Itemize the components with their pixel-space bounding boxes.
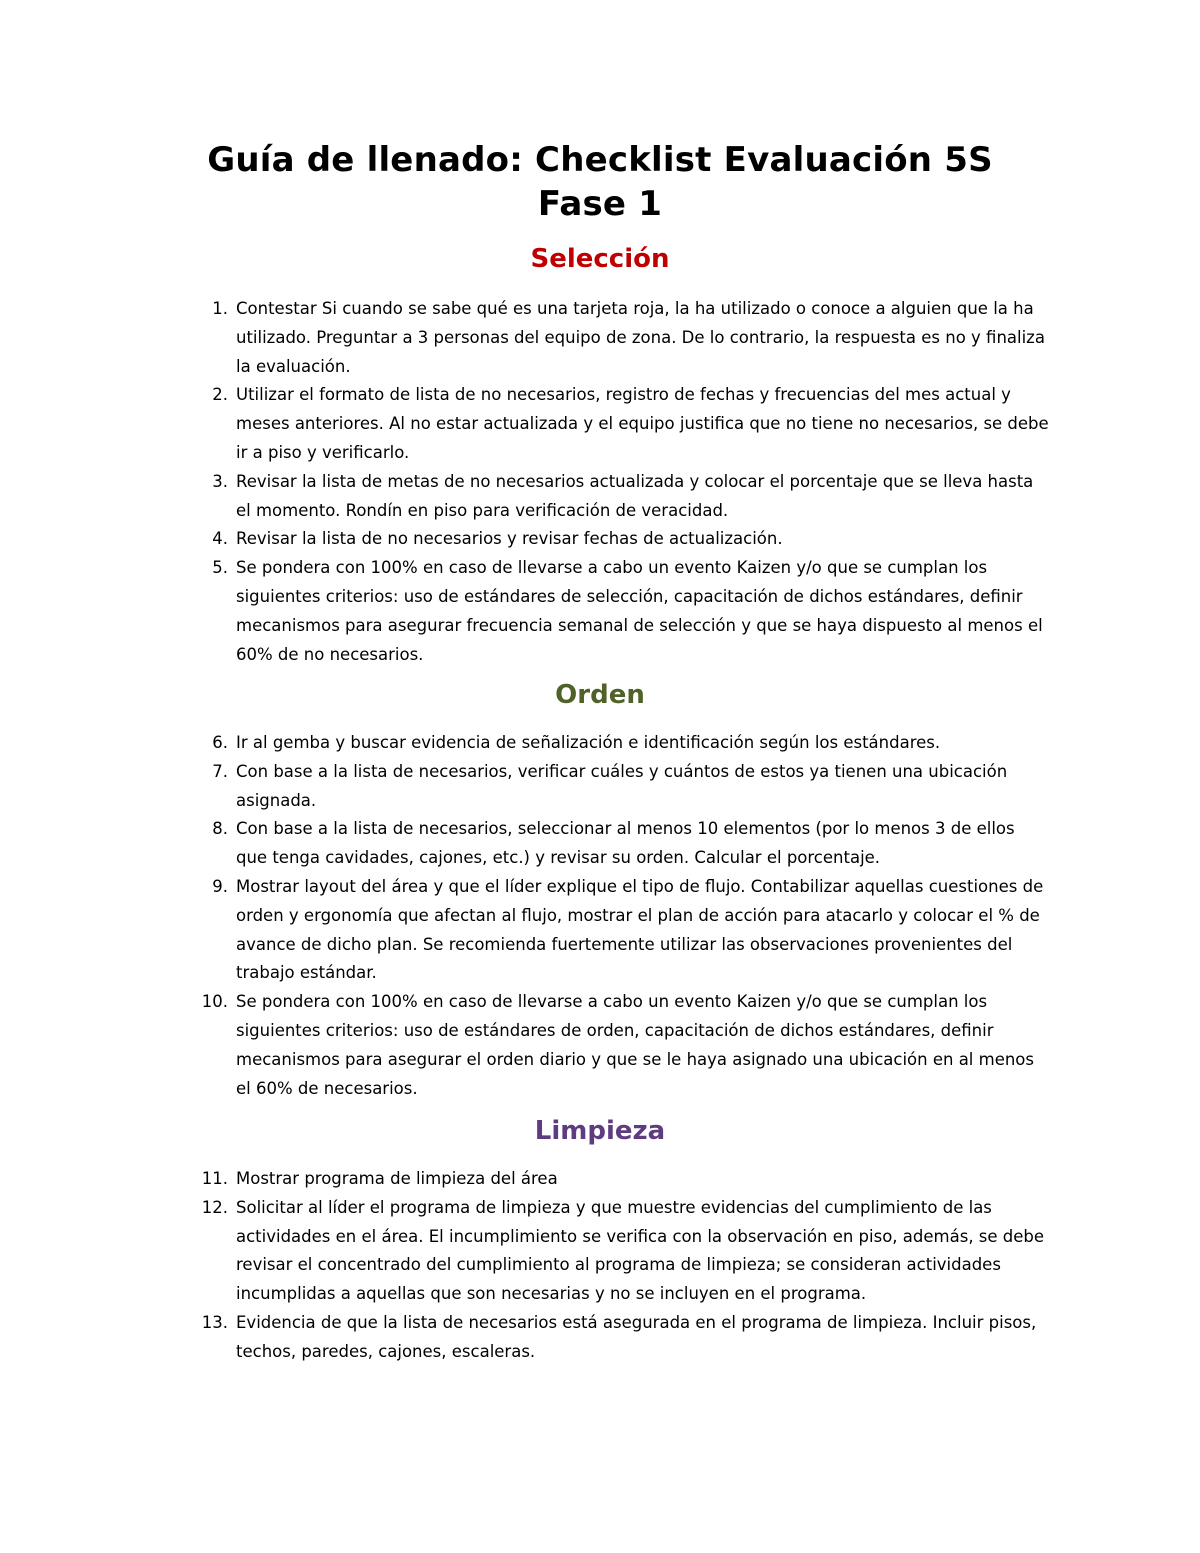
list-item-number: 12. (201, 1197, 228, 1217)
list-item-number: 8. (212, 819, 228, 839)
list-item (150, 1309, 1050, 1367)
list-item-number: 3. (212, 471, 228, 491)
list-item-text: Con base a la lista de necesarios, verificar cuáles y cuántos de estos ya tienen una ubicación asignada. (236, 761, 1008, 810)
section-heading-orden: Orden (555, 680, 645, 710)
list-item (150, 758, 1050, 816)
list-item (150, 525, 1050, 554)
list-item (150, 988, 1050, 1103)
list-item-number: 2. (212, 385, 228, 405)
list-item-number: 6. (212, 733, 228, 752)
list-item (150, 1194, 1050, 1309)
section-heading-limpieza: Limpieza (534, 1116, 666, 1146)
list-item (150, 381, 1050, 467)
list-item-number: 13. (201, 1312, 228, 1332)
list-item-text: Solicitar al líder el programa de limpieza y que muestre evidencias del cumplimiento de las actividades en el área. El incumplimiento se verifica con la observación en piso, además, se debe revisar el concentrado del cumplimiento al programa de limpieza; se consideran actividades incumplidas a aquellas que son necesarias y no se incluyen en el programa. (236, 1197, 1045, 1304)
list-item-text: Contestar Si cuando se sabe qué es una tarjeta roja, la ha utilizado o conoce a alguien que la ha utilizado. Preguntar a 3 personas del equipo de zona. De lo contrario, la respuesta es no y finaliza la evaluación. (236, 299, 1045, 376)
list-item-text: Con base a la lista de necesarios, seleccionar al menos 10 elementos (por lo menos 3 de ellos que tenga cavidades, cajones, etc.) y revisar su orden. Calcular el porcentaje. (236, 819, 1015, 868)
document-title (150, 138, 1050, 226)
list-item-text: Mostrar layout del área y que el líder explique el tipo de flujo. Contabilizar aquellas cuestiones de orden y ergonomía que afectan al flujo, mostrar el plan de acción para atacarlo y colocar el % de avance de dicho plan. Se recomienda fuertemente utilizar las observaciones provenientes del trabajo estándar. (236, 876, 1044, 983)
list-item-text: Ir al gemba y buscar evidencia de señalización e identificación según los estándares. (236, 733, 941, 752)
item-list-limpieza (150, 1165, 1050, 1367)
list-item (150, 729, 1050, 758)
list-item-text: Revisar la lista de no necesarios y revisar fechas de actualización. (236, 529, 783, 549)
list-item-text: Se pondera con 100% en caso de llevarse a cabo un evento Kaizen y/o que se cumplan los siguientes criterios: uso de estándares de orden, capacitación de dichos estándares, definir mecanismos para asegurar el orden diario y que se le haya asignado una ubicación en al menos el 60% de necesarios. (236, 992, 1035, 1098)
section-heading-seleccion: Selección (530, 244, 670, 274)
list-item (150, 295, 1050, 381)
document-title-line-1: Guía de llenado: Checklist Evaluación 5S (207, 140, 993, 180)
list-item-number: 5. (212, 558, 228, 578)
document-title-line-2: Fase 1 (537, 184, 663, 224)
list-item-text: Evidencia de que la lista de necesarios está asegurada en el programa de limpieza. Incluir pisos, techos, paredes, cajones, escaleras. (236, 1312, 1037, 1361)
list-item-number: 9. (212, 876, 228, 896)
list-item-text: Utilizar el formato de lista de no necesarios, registro de fechas y frecuencias del mes actual y meses anteriores. Al no estar actualizada y el equipo justifica que no tiene no necesarios, se debe ir a piso y verificarlo. (236, 385, 1049, 462)
list-item-number: 10. (201, 992, 228, 1012)
list-item-number: 7. (212, 761, 228, 781)
list-item-text: Revisar la lista de metas de no necesarios actualizada y colocar el porcentaje que se lleva hasta el momento. Rondín en piso para verificación de veracidad. (236, 471, 1034, 520)
list-item-number: 4. (212, 529, 228, 549)
list-item (150, 468, 1050, 526)
list-item (150, 1165, 1050, 1194)
list-item-number: 1. (212, 299, 228, 318)
list-item (150, 554, 1050, 669)
list-item (150, 815, 1050, 873)
list-item-text: Mostrar programa de limpieza del área (236, 1169, 558, 1188)
list-item-text: Se pondera con 100% en caso de llevarse a cabo un evento Kaizen y/o que se cumplan los siguientes criterios: uso de estándares de selección, capacitación de dichos estándares, definir mecanismos para asegurar frecuencia semanal de selección y que se haya dispuesto al menos el 60% de no necesarios. (236, 558, 1043, 664)
item-list-orden (150, 729, 1050, 1103)
list-item-number: 11. (201, 1169, 228, 1188)
list-item (150, 873, 1050, 988)
item-list-seleccion (150, 295, 1050, 669)
